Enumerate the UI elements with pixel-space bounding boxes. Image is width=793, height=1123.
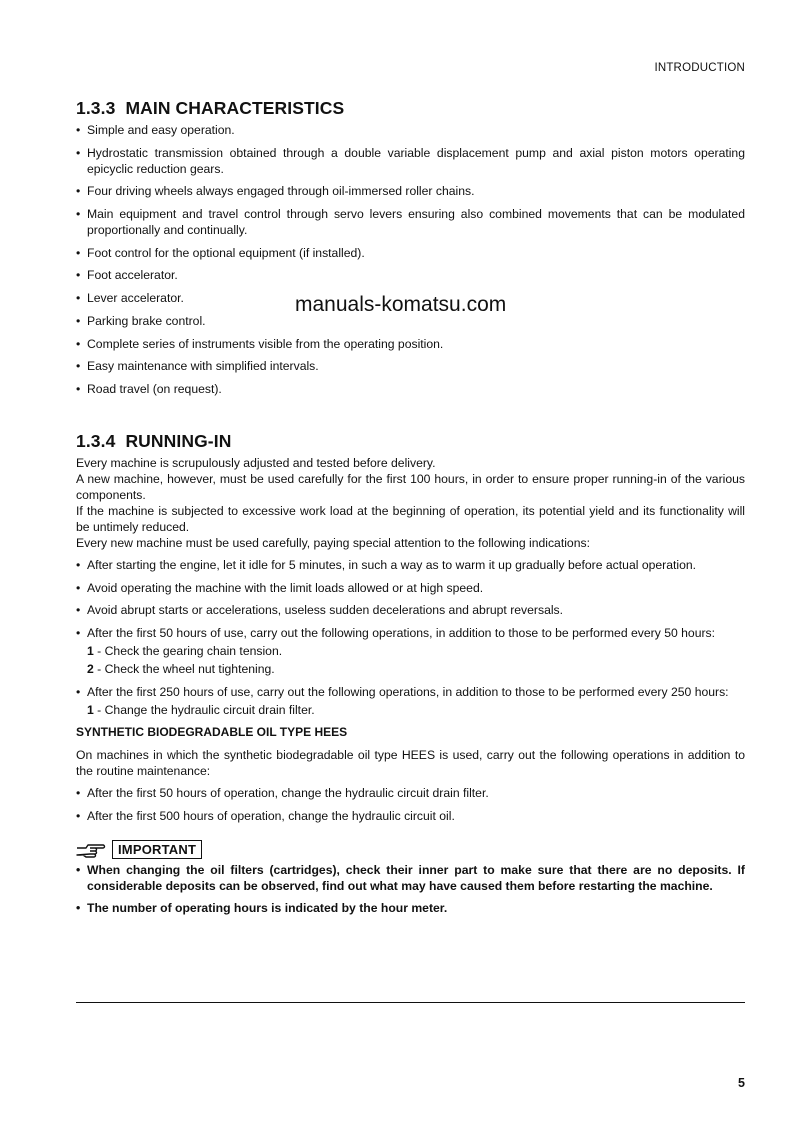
hees-subheading: SYNTHETIC BIODEGRADABLE OIL TYPE HEES	[76, 725, 348, 740]
running-in-list	[76, 557, 745, 718]
section-number: 1.3.3	[76, 98, 116, 118]
section-title: RUNNING-IN	[125, 430, 232, 451]
sub-item-text: - Change the hydraulic circuit drain filter.	[93, 702, 315, 717]
list-item-after-250-hours	[76, 684, 745, 718]
paragraph: Every new machine must be used carefully, paying special attention to the following indications:	[76, 535, 590, 550]
sub-list-item	[87, 702, 745, 718]
important-list	[76, 862, 745, 916]
section-number: 1.3.4	[76, 430, 116, 451]
pointing-hand-icon	[76, 841, 106, 859]
page-content	[76, 100, 745, 922]
list-item: • Lever accelerator.	[76, 290, 745, 306]
list-item: • After the first 500 hours of operation, change the hydraulic circuit oil.	[76, 808, 745, 824]
hees-intro-paragraph: On machines in which the synthetic biodegradable oil type HEES is used, carry out the following operations in addition to the routine maintenance:	[76, 748, 745, 779]
sub-item-text: - Check the gearing chain tension.	[93, 643, 283, 658]
list-item-text: After the first 250 hours of use, carry out the following operations, in addition to those to be performed every 250 hours:	[87, 684, 729, 699]
section-heading-running-in	[76, 430, 745, 451]
list-item: • Avoid operating the machine with the limit loads allowed or at high speed.	[76, 580, 745, 596]
sub-item-number: 2	[87, 661, 94, 676]
list-item: • Complete series of instruments visible from the operating position.	[76, 336, 745, 352]
important-notice-header	[76, 840, 745, 859]
section-heading-main-characteristics	[76, 100, 745, 116]
list-item: • Main equipment and travel control through servo levers ensuring also combined movements that can be modulated proportionally and continually.	[76, 206, 745, 238]
sub-list	[87, 702, 745, 718]
page-number: 5	[738, 1076, 745, 1090]
list-item-after-50-hours	[76, 625, 745, 677]
list-item: • Parking brake control.	[76, 313, 745, 329]
sub-item-number: 1	[87, 643, 94, 658]
sub-item-number: 1	[87, 702, 94, 717]
paragraph: Every machine is scrupulously adjusted and tested before delivery.	[76, 455, 436, 470]
list-item: • Hydrostatic transmission obtained through a double variable displacement pump and axial piston motors operating epicyclic reduction gears.	[76, 145, 745, 177]
list-item: • Avoid abrupt starts or accelerations, useless sudden decelerations and abrupt reversals.	[76, 602, 745, 618]
list-item: • The number of operating hours is indicated by the hour meter.	[76, 900, 745, 916]
sub-list-item	[87, 643, 745, 659]
sub-item-text: - Check the wheel nut tightening.	[93, 661, 275, 676]
section-title: MAIN CHARACTERISTICS	[125, 98, 345, 118]
paragraph: If the machine is subjected to excessive work load at the beginning of operation, its potential yield and its functionality will be untimely reduced.	[76, 503, 745, 534]
header-section-label: INTRODUCTION	[654, 62, 745, 74]
sub-list-item	[87, 661, 745, 677]
list-item: • After starting the engine, let it idle for 5 minutes, in such a way as to warm it up gradually before actual operation.	[76, 557, 745, 573]
main-characteristics-list	[76, 122, 745, 397]
sub-list	[87, 643, 745, 677]
list-item: • Easy maintenance with simplified intervals.	[76, 358, 745, 374]
paragraph: A new machine, however, must be used carefully for the first 100 hours, in order to ensure proper running-in of the various components.	[76, 471, 745, 502]
important-label: IMPORTANT	[112, 840, 202, 859]
watermark: manuals-komatsu.com	[295, 293, 507, 316]
list-item: • After the first 50 hours of operation, change the hydraulic circuit drain filter.	[76, 785, 745, 801]
list-item: • Simple and easy operation.	[76, 122, 745, 138]
horizontal-divider	[76, 1002, 745, 1003]
list-item-text: After the first 50 hours of use, carry out the following operations, in addition to those to be performed every 50 hours:	[87, 625, 716, 640]
list-item: • When changing the oil filters (cartridges), check their inner part to make sure that there are no deposits. If considerable deposits can be observed, find out what may have caused them before restarting the machine.	[76, 862, 745, 894]
hees-list	[76, 785, 745, 824]
list-item: • Foot control for the optional equipment (if installed).	[76, 245, 745, 261]
list-item: • Road travel (on request).	[76, 381, 745, 397]
list-item: • Four driving wheels always engaged through oil-immersed roller chains.	[76, 183, 745, 199]
list-item: • Foot accelerator.	[76, 267, 745, 283]
